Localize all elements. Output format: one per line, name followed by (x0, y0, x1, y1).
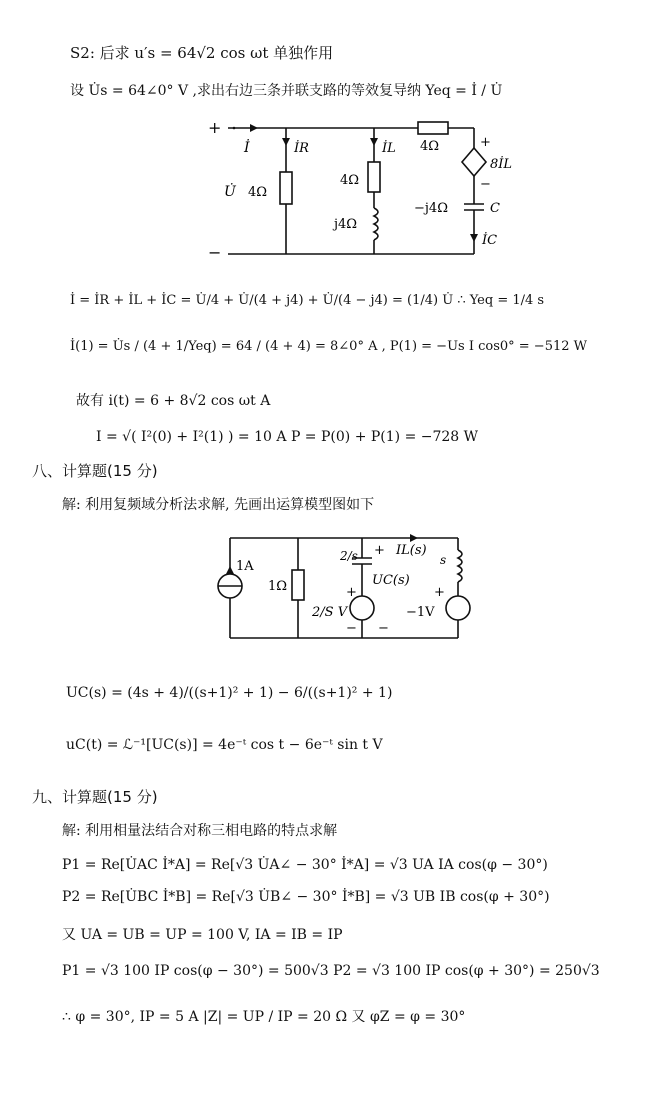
vs1-minus: − (346, 621, 357, 636)
section-8-title: 八、计算题(15 分) (32, 462, 158, 480)
time-domain-current: 故有 i(t) = 6 + 8√2 cos ωt A (76, 393, 271, 409)
result-equation: ∴ φ = 30°, IP = 5 A |Z| = UP / IP = 20 Ω 又 φZ = φ = 30° (62, 1009, 466, 1025)
voltage-source-2-label: −1V (406, 605, 435, 620)
inductor-impedance-label: s (440, 553, 447, 567)
current-ir-label: İR (294, 141, 309, 156)
power-values-equation: P1 = √3 100 IP cos(φ − 30°) = 500√3 P2 = √3 100 IP cos(φ + 30°) = 250√3 (62, 963, 600, 979)
capacitor-reactance-label: −j4Ω (414, 201, 448, 216)
voltage-source-1-label: 2/S V (312, 605, 348, 620)
resistor-1ohm-label: 1Ω (268, 579, 288, 594)
s2-admittance-text: 设 U̇s = 64∠0° V ,求出右边三条并联支路的等效复导纳 Yeq = İ / U̇ (70, 83, 503, 99)
circuit-diagram-1 (200, 112, 520, 264)
power-p2-equation: P2 = Re[U̇BC İ*B] = Re[√3 U̇B∠ − 30° İ*B] = √3 UB IB cos(φ + 30°) (62, 889, 550, 905)
capacitor-label: C (490, 201, 500, 216)
dep-src-minus: − (480, 177, 491, 192)
kcl-equation: İ = İR + İL + İC = U̇/4 + U̇/(4 + j4) + U̇/(4 − j4) = (1/4) U̇ ∴ Yeq = 1/4 s (70, 293, 545, 308)
vs2-minus: − (378, 621, 389, 636)
section-8-solution: 解: 利用复频域分析法求解, 先画出运算模型图如下 (62, 497, 375, 513)
terminal-plus: + (208, 118, 222, 137)
current-source-label: 1A (236, 559, 254, 574)
current-il-s-label: IL(s) (396, 543, 427, 558)
rms-power-equation: I = √( I²(0) + I²(1) ) = 10 A P = P(0) + P(1) = −728 W (96, 429, 479, 445)
power-p1-equation: P1 = Re[U̇AC İ*A] = Re[√3 U̇A∠ − 30° İ*A] = √3 UA IA cos(φ − 30°) (62, 857, 548, 873)
s2-heading: S2: 后求 u′s = 64√2 cos ωt 单独作用 (70, 44, 334, 62)
vs2-plus: + (434, 585, 445, 600)
section-9-title: 九、计算题(15 分) (32, 788, 158, 806)
circuit-diagram-2 (212, 526, 472, 644)
uc-t-equation: uC(t) = ℒ⁻¹[UC(s)] = 4e⁻ᵗ cos t − 6e⁻ᵗ sin t V (66, 737, 383, 753)
capacitor-impedance-label: 2/s (340, 549, 358, 563)
section-9-solution: 解: 利用相量法结合对称三相电路的特点求解 (62, 823, 338, 839)
uc-s-equation: UC(s) = (4s + 4)/((s+1)² + 1) − 6/((s+1)² + 1) (66, 685, 393, 701)
capacitor-plus: + (374, 543, 385, 558)
current-i1-equation: İ(1) = U̇s / (4 + 1/Yeq) = 64 / (4 + 4) = 8∠0° A , P(1) = −Us I cos0° = −512 W (70, 339, 588, 354)
current-il-label: İL (382, 141, 396, 156)
voltage-u-label: U̇ (224, 184, 236, 200)
current-i-label: İ (244, 140, 250, 156)
dependent-source-label: 8İL (490, 157, 513, 172)
vs1-plus: + (346, 585, 357, 600)
current-ic-label: İC (482, 233, 498, 248)
phase-values-text: 又 UA = UB = UP = 100 V, IA = IB = IP (62, 927, 343, 943)
inductor-label: j4Ω (334, 217, 358, 232)
resistor-r3-label: 4Ω (420, 139, 440, 154)
resistor-r2-label: 4Ω (340, 173, 360, 188)
voltage-uc-s-label: UC(s) (372, 573, 410, 588)
resistor-r1-label: 4Ω (248, 185, 268, 200)
dep-src-plus: + (480, 135, 491, 150)
terminal-minus: − (208, 243, 222, 262)
